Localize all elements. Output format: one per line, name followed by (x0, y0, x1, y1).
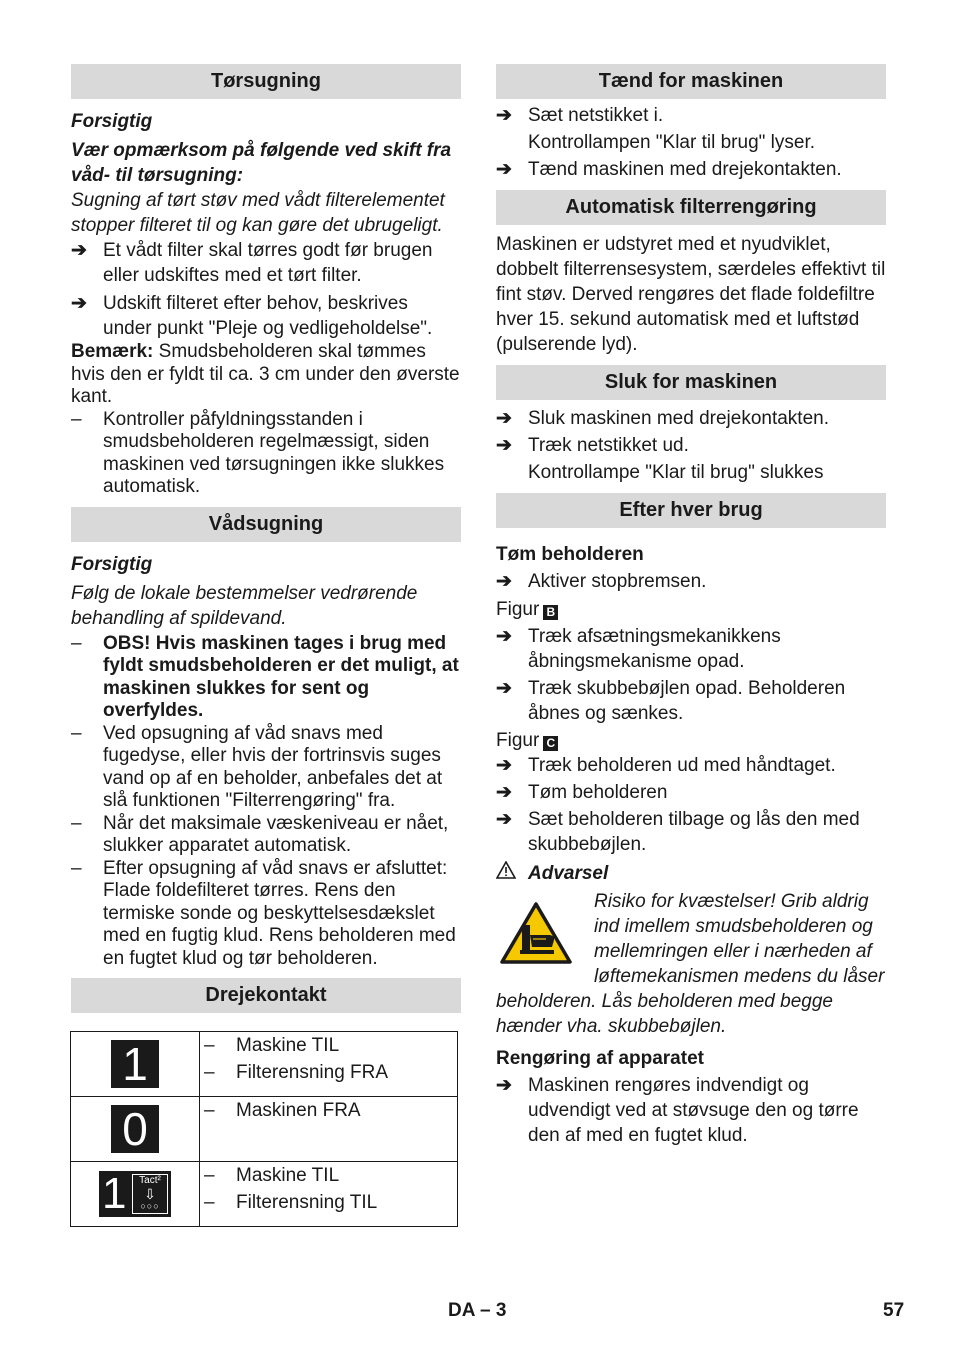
body-text: Maskinen er udstyret med et nyudviklet, dobbelt filterrensesystem, særdeles effektivt til fint støv. Derved rengøres det flade foldefiltre hver 15. sekund automatisk med et luftstød (pulserende lyd). (496, 234, 886, 355)
dash-mark: – (71, 722, 82, 744)
section-header-off: Sluk for maskinen (496, 365, 886, 400)
dash-mark: – (71, 857, 82, 879)
warning-triangle-icon (496, 861, 528, 886)
list-item: – Når det maksimale væskeniveau er nået, slukker apparatet automatisk. (71, 812, 449, 856)
list-item: – Kontroller påfyldningsstanden i smudsbeholderen regelmæssigt, siden maskinen ved tørsugningen ikke slukkes automatisk. (71, 408, 445, 497)
switch-position-icon: 0 (111, 1105, 159, 1153)
arrow-icon: ➔ (71, 293, 87, 314)
table-row: 0 – Maskinen FRA (71, 1097, 458, 1162)
warning-heading: Advarsel (496, 861, 886, 886)
dash-mark: – (71, 812, 82, 834)
switch-table (70, 1031, 458, 1227)
arrow-icon: ➔ (496, 1075, 512, 1096)
section-header-auto: Automatisk filterrengøring (496, 190, 886, 225)
section-header-wet: Vådsugning (71, 507, 461, 542)
caution-text: Følg de lokale bestemmelser vedrørende behandling af spildevand. (71, 582, 418, 629)
table-row: 1 Tact² ⇩ ○○○ – Maskine TIL – Filterensning TIL (71, 1162, 458, 1227)
arrow-icon: ➔ (496, 782, 512, 803)
arrow-icon: ➔ (496, 678, 512, 699)
list-item: ➔ Sæt beholderen tilbage og lås den med skubbebøjlen. (496, 809, 860, 855)
arrow-icon: ➔ (496, 626, 512, 647)
warning-block (496, 889, 886, 1039)
section-header-dry: Tørsugning (71, 64, 461, 99)
warning-text: Risiko for kvæstelser! Grib aldrig ind imellem smudsbeholderen og mellemringen eller i nærheden af løftemekanismen medens du låser beholderen. Lås beholderen med begge hænder vha. skubbebøjlen. (496, 891, 885, 1037)
list-item: ➔ Maskinen rengøres indvendigt og udvendigt ved at støvsuge den og tørre den af med en fugtet klud. (496, 1075, 859, 1146)
subheading: Rengøring af apparatet (496, 1048, 704, 1069)
caution-text: Sugning af tørt støv med vådt filterelementet stopper filteret til og kan gøre det ubrugeligt. (71, 190, 445, 236)
dash-mark: – (71, 408, 82, 430)
dash-mark: – (71, 632, 82, 654)
switch-position-icon: 1 (111, 1040, 159, 1088)
list-item: – Efter opsugning af våd snavs er afsluttet: Flade foldefilteret tørres. Rens den termiske sonde og beskyttelsesdækslet med en fugtig klud. Rens beholderen med en fugtet klud og tør beholderen. (71, 857, 456, 969)
arrow-icon: ➔ (496, 105, 512, 126)
caution-label: Forsigtig (71, 553, 153, 575)
arrow-icon: ➔ (496, 435, 512, 456)
left-column (71, 64, 461, 1227)
table-row: 1 – Maskine TIL – Filterensning FRA (71, 1032, 458, 1097)
arrow-icon: ➔ (496, 408, 512, 429)
arrow-icon: ➔ (71, 240, 87, 261)
arrow-icon: ➔ (496, 809, 512, 830)
list-item: ➔ Træk skubbebøjlen opad. Beholderen åbnes og sænkes. (496, 678, 846, 724)
figure-b-icon: B (543, 605, 558, 620)
note: Bemærk: Smudsbeholderen skal tømmes hvis den er fyldt til ca. 3 cm under den øverste kant. (71, 341, 460, 407)
figure-ref: Figur B (496, 597, 886, 622)
list-item: ➔ Udskift filteret efter behov, beskrives under punkt "Pleje og vedligeholdelse". (71, 293, 433, 339)
list-item: ➔ Aktiver stopbremsen. (496, 571, 707, 592)
list-item: ➔ Tøm beholderen (496, 782, 668, 803)
arrow-icon: ➔ (496, 159, 512, 180)
arrow-icon: ➔ (496, 571, 512, 592)
arrow-icon: ➔ (496, 755, 512, 776)
list-item: ➔ Træk netstikket ud. (496, 435, 689, 456)
list-item: ➔ Et vådt filter skal tørres godt før brugen eller udskiftes med et tørt filter. (71, 240, 433, 286)
list-item: – Ved opsugning af våd snavs med fugedyse, eller hvis der fortrinsvis suges vand op af en beholder, anbefales det at slå funktionen "Filterrengøring" fra. (71, 722, 443, 811)
caution-label: Forsigtig (71, 111, 153, 132)
list-item: ➔ Tænd maskinen med drejekontakten. (496, 159, 842, 180)
list-item: ➔ Træk beholderen ud med håndtaget. (496, 755, 836, 776)
list-item: ➔ Træk afsætningsmekanikkens åbningsmekanisme opad. (496, 626, 781, 672)
section-header-on: Tænd for maskinen (496, 64, 886, 99)
section-header-switch: Drejekontakt (71, 978, 461, 1013)
section-footer: DA – 3 (448, 1300, 507, 1321)
hand-crush-hazard-icon (496, 889, 594, 989)
figure-ref: Figur C (496, 728, 886, 753)
section-header-after: Efter hver brug (496, 493, 886, 528)
caution-bold-text: Vær opmærksom på følgende ved skift fra våd- til tørsugning: (71, 140, 452, 186)
list-item: ➔ Sluk maskinen med drejekontakten. (496, 408, 829, 429)
figure-c-icon: C (543, 736, 558, 751)
switch-tact-icon: 1 Tact² ⇩ ○○○ (99, 1171, 171, 1217)
subheading: Tøm beholderen (496, 544, 644, 565)
page-number: 57 (883, 1300, 905, 1321)
list-item: – OBS! Hvis maskinen tages i brug med fyldt smudsbeholderen er det muligt, at maskinen slukkes for sent og overfyldes. (71, 632, 459, 721)
right-column: Tænd for maskinen ➔ Sæt netstikket i. Kontrollampen "Klar til brug" lyser. ➔ Tænd maskinen med drejekontakten. Automatisk filterrengøring Maskinen er udstyret med et nyudviklet, dobbelt filterrensesystem, særdeles effektivt til fint støv. Derved rengøres det flade foldefiltre hver 15. sekund automatisk med et luftstød (pulserende lyd). Sluk for maskinen ➔ Sluk maskinen med drejekontakten. ➔ Træk netstikket ud. Kontrollampe "Klar til brug" slukkes Efter hver brug Tøm beholderen ➔ Aktiver stopbremsen. Figur B ➔ Træk afsætningsmekanikkens åbningsmekanisme opad. ➔ Træk skubbebøjlen opad. Beholderen åbnes og sænkes. Figur C ➔ Træk beholderen ud med håndtaget. ➔ Tøm beholderen ➔ Sæt beholderen tilbage og lås den med skubbebøjlen. Advarsel Risiko for kvæstelser! Grib aldrig ind imellem smudsbeholderen og mellemringen eller i nærheden af løftemekanismen medens du låser beholderen. Lås beholderen med begge hænder vha. skubbebøjlen. Rengøring af apparatet ➔ Maskinen rengøres indvendigt og udvendigt ved at støvsuge den og tørre den af med en fugtet klud. (496, 64, 886, 1148)
list-item: ➔ Sæt netstikket i. (496, 105, 664, 126)
